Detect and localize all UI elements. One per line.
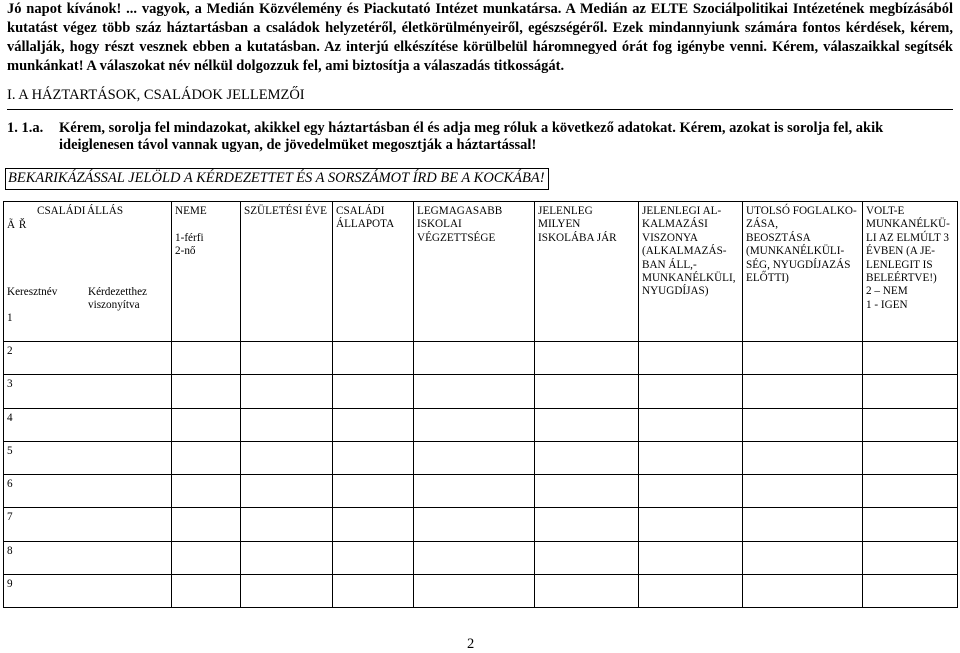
table-row — [4, 475, 958, 508]
answer-cell[interactable] — [743, 574, 863, 607]
marital-status-header: CSALÁDI ÁLLAPOTA — [333, 202, 414, 342]
answer-cell[interactable] — [333, 408, 414, 441]
answer-cell[interactable] — [535, 475, 639, 508]
row-number: 2 — [7, 345, 13, 357]
answer-cell[interactable] — [639, 342, 743, 375]
answer-cell[interactable] — [535, 574, 639, 607]
answer-cell[interactable] — [172, 574, 241, 607]
answer-cell[interactable] — [414, 342, 535, 375]
answer-cell[interactable] — [414, 475, 535, 508]
answer-cell[interactable] — [743, 375, 863, 408]
table-row — [4, 541, 958, 574]
question-block — [7, 120, 953, 154]
answer-cell[interactable] — [241, 408, 333, 441]
answer-cell[interactable] — [863, 342, 958, 375]
row-number: 9 — [7, 577, 13, 590]
answer-cell[interactable] — [172, 408, 241, 441]
kerdezett-label: Kérdezetthez viszonyítva — [88, 286, 148, 312]
answer-cell[interactable] — [333, 574, 414, 607]
header-allas: ÁLLÁS — [87, 205, 124, 217]
answer-cell[interactable] — [639, 441, 743, 474]
row-number-cell[interactable] — [4, 541, 172, 574]
answer-cell[interactable] — [863, 375, 958, 408]
row-number-cell[interactable] — [4, 475, 172, 508]
answer-cell[interactable] — [639, 541, 743, 574]
answer-cell[interactable] — [241, 441, 333, 474]
answer-cell[interactable] — [743, 441, 863, 474]
answer-cell[interactable] — [333, 342, 414, 375]
answer-cell[interactable] — [639, 475, 743, 508]
row-number-cell[interactable] — [4, 375, 172, 408]
answer-cell[interactable] — [241, 574, 333, 607]
answer-cell[interactable] — [639, 574, 743, 607]
row-number: 3 — [7, 378, 13, 391]
answer-cell[interactable] — [535, 541, 639, 574]
answer-cell[interactable] — [863, 574, 958, 607]
table-row — [4, 375, 958, 408]
answer-cell[interactable] — [172, 441, 241, 474]
answer-cell[interactable] — [172, 375, 241, 408]
row-number-cell[interactable] — [4, 441, 172, 474]
row-number: 7 — [7, 511, 13, 524]
family-role-header-cell — [4, 202, 172, 342]
table-row — [4, 441, 958, 474]
household-table — [3, 201, 958, 608]
answer-cell[interactable] — [333, 441, 414, 474]
answer-cell[interactable] — [743, 408, 863, 441]
answer-cell[interactable] — [743, 508, 863, 541]
table-row — [4, 508, 958, 541]
answer-cell[interactable] — [535, 441, 639, 474]
row-number-cell[interactable] — [4, 574, 172, 607]
answer-cell[interactable] — [535, 375, 639, 408]
row-number: 4 — [7, 411, 13, 424]
page-number: 2 — [467, 636, 475, 652]
table-row — [4, 342, 958, 375]
row-number: 8 — [7, 544, 13, 557]
answer-cell[interactable] — [333, 541, 414, 574]
answer-cell[interactable] — [743, 541, 863, 574]
row-number-1: 1 — [7, 312, 13, 324]
table-row — [4, 408, 958, 441]
question-number: 1. 1.a. — [7, 120, 44, 136]
answer-cell[interactable] — [743, 475, 863, 508]
answer-cell[interactable] — [241, 342, 333, 375]
answer-cell[interactable] — [333, 475, 414, 508]
unemployed-header: VOLT-E MUNKANÉLKÜ- LI AZ ELMÚLT 3 ÉVBEN (A JE- LENLEGIT IS BELEÉRTVE!) 2 – NEM 1 - IGEN — [863, 202, 958, 342]
birth-year-header: SZÜLETÉSI ÉVE — [241, 202, 333, 342]
employment-status-header: JELENLEGI AL- KALMAZÁSI VISZONYA (ALKALMAZÁS- BAN ÁLL,- MUNKANÉLKÜLI, NYUGDÍJAS) — [639, 202, 743, 342]
row-number: 6 — [7, 478, 13, 490]
question-text: Kérem, sorolja fel mindazokat, akikkel egy háztartásban él és adja meg róluk a következő adatokat. Kérem, azokat is sorolja fel, akik ideiglenesen távol vannak ugyan, de jövedelmüket megosztják a háztartással! — [59, 120, 884, 153]
answer-cell[interactable] — [863, 441, 958, 474]
garbled-glyphs: Ã Ř — [7, 219, 27, 231]
answer-cell[interactable] — [333, 375, 414, 408]
answer-cell[interactable] — [333, 508, 414, 541]
row-number-cell[interactable] — [4, 408, 172, 441]
answer-cell[interactable] — [241, 508, 333, 541]
header-csaladi: CSALÁDI — [37, 205, 86, 217]
answer-cell[interactable] — [535, 342, 639, 375]
row-number: 5 — [7, 444, 13, 457]
answer-cell[interactable] — [639, 375, 743, 408]
answer-cell[interactable] — [863, 408, 958, 441]
answer-cell[interactable] — [414, 408, 535, 441]
current-school-header: JELENLEG MILYEN ISKOLÁBA JÁR — [535, 202, 639, 342]
education-header: LEGMAGASABB ISKOLAI VÉGZETTSÉGE — [414, 202, 535, 342]
answer-cell[interactable] — [863, 508, 958, 541]
answer-cell[interactable] — [535, 408, 639, 441]
answer-cell[interactable] — [414, 375, 535, 408]
table-row — [4, 574, 958, 607]
answer-cell[interactable] — [414, 508, 535, 541]
answer-cell[interactable] — [241, 375, 333, 408]
answer-cell[interactable] — [639, 408, 743, 441]
section-title: I. A HÁZTARTÁSOK, CSALÁDOK JELLEMZŐI — [7, 87, 305, 103]
section-divider — [7, 109, 953, 110]
intro-paragraph: Jó napot kívánok! ... vagyok, a Medián Közvélemény és Piackutató Intézet munkatársa. A Medián az ELTE Szociálpolitikai Intézetének megbízásából kutatást végez több száz háztartásban a családok helyzetéről, életkörülményeiről, egészségéről. Ezek mindannyiunk számára fontos kérdések, kérem, vállalják, hogy részt vesznek ebben a kutatásban. Az interjú elkészítése körülbelül háromnegyed órát fog igénybe venni. Kérem, válaszaikkal segítsék munkánkat! A válaszokat név nélkül dolgozzuk fel, ami biztosítja a válaszadás titkosságát. — [7, 1, 953, 74]
instruction-box: BEKARIKÁZÁSSAL JELÖLD A KÉRDEZETTET ÉS A SORSZÁMOT ÍRD BE A KOCKÁBA! — [5, 168, 549, 190]
last-occupation-header: UTOLSÓ FOGLALKO- ZÁSA, BEOSZTÁSA (MUNKANÉLKÜLI- SÉG, NYUGDÍJAZÁS ELŐTTI) — [743, 202, 863, 342]
answer-cell[interactable] — [172, 508, 241, 541]
row-number-cell[interactable] — [4, 508, 172, 541]
header-row — [4, 202, 958, 342]
row-number-cell[interactable] — [4, 342, 172, 375]
answer-cell[interactable] — [172, 475, 241, 508]
answer-cell[interactable] — [863, 541, 958, 574]
keresztnev-label: Keresztnév — [7, 286, 58, 298]
answer-cell[interactable] — [241, 475, 333, 508]
answer-cell[interactable] — [535, 508, 639, 541]
answer-cell[interactable] — [414, 541, 535, 574]
answer-cell[interactable] — [414, 441, 535, 474]
gender-header: NEME 1-férfi 2-nő — [172, 202, 241, 342]
answer-cell[interactable] — [639, 508, 743, 541]
answer-cell[interactable] — [241, 541, 333, 574]
answer-cell[interactable] — [743, 342, 863, 375]
answer-cell[interactable] — [414, 574, 535, 607]
answer-cell[interactable] — [172, 541, 241, 574]
answer-cell[interactable] — [863, 475, 958, 508]
answer-cell[interactable] — [172, 342, 241, 375]
